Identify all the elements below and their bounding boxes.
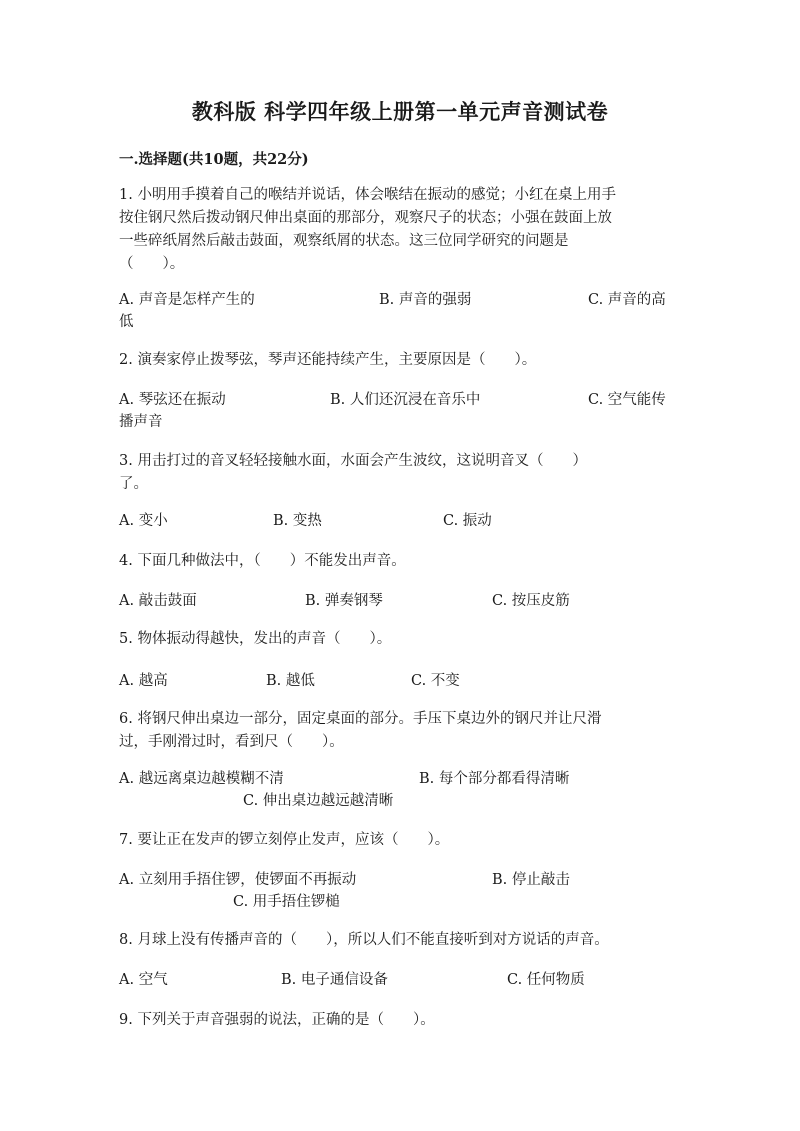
option-c-continued: 低 [119, 314, 134, 330]
option-a: A. 立刻用手捂住锣，使锣面不再振动 [119, 872, 357, 888]
option-a: A. 琴弦还在振动 [119, 392, 226, 408]
question-9 [119, 1009, 671, 1032]
option-c: C. 声音的高 [588, 292, 666, 308]
question-text: 2. 演奏家停止拨琴弦，琴声还能持续产生，主要原因是（ ）。 [119, 352, 537, 368]
option-b: B. 声音的强弱 [379, 292, 472, 308]
option-c: C. 伸出桌边越远越清晰 [243, 793, 394, 809]
question-6 [119, 708, 671, 754]
question-2 [119, 349, 671, 372]
question-text: 6. 将钢尺伸出桌边一部分，固定桌面的部分。手压下桌边外的钢尺并让尺滑 [119, 711, 602, 727]
option-b: B. 弹奏钢琴 [305, 593, 383, 609]
option-a: A. 空气 [119, 972, 168, 988]
section-heading: 一.选择题(共10题，共22分) [119, 151, 309, 168]
option-c: C. 按压皮筋 [492, 593, 570, 609]
option-a: A. 变小 [119, 513, 168, 529]
question-7 [119, 829, 671, 852]
option-b: B. 变热 [273, 513, 322, 529]
question-text: 一些碎纸屑然后敲击鼓面，观察纸屑的状态。这三位同学研究的问题是 [119, 233, 569, 249]
question-5-options [119, 670, 671, 692]
question-3-options [119, 510, 671, 532]
question-1 [119, 184, 671, 276]
option-a: A. 敲击鼓面 [119, 593, 197, 609]
question-text: 7. 要让正在发声的锣立刻停止发声，应该（ ）。 [119, 832, 450, 848]
question-6-options [119, 768, 671, 790]
option-a: A. 声音是怎样产生的 [119, 292, 255, 308]
option-b: B. 越低 [266, 673, 315, 689]
question-text: 了。 [119, 476, 148, 492]
question-text: 8. 月球上没有传播声音的（ ），所以人们不能直接听到对方说话的声音。 [119, 932, 609, 948]
question-1-options [119, 289, 671, 311]
question-5 [119, 628, 671, 651]
question-4-options [119, 590, 671, 612]
question-text: （ ）。 [119, 256, 185, 272]
question-8-options [119, 969, 671, 991]
option-c-continued: 播声音 [119, 414, 163, 430]
option-c: C. 空气能传 [588, 392, 666, 408]
question-8 [119, 929, 671, 952]
option-a: A. 越高 [119, 673, 168, 689]
question-text: 9. 下列关于声音强弱的说法，正确的是（ ）。 [119, 1012, 435, 1028]
option-c: C. 用手捂住锣槌 [233, 894, 340, 910]
option-b: B. 人们还沉浸在音乐中 [330, 392, 481, 408]
question-text: 3. 用击打过的音叉轻轻接触水面，水面会产生波纹，这说明音叉（ ） [119, 453, 587, 469]
question-2-options [119, 389, 671, 411]
question-3 [119, 450, 671, 496]
question-text: 1. 小明用手摸着自己的喉结并说话，体会喉结在振动的感觉；小红在桌上用手 [119, 187, 616, 203]
question-4 [119, 550, 671, 573]
question-text: 4. 下面几种做法中，（ ）不能发出声音。 [119, 553, 406, 569]
option-b: B. 停止敲击 [492, 872, 570, 888]
question-7-options [119, 869, 671, 891]
option-b: B. 每个部分都看得清晰 [419, 771, 570, 787]
question-text: 过，手刚滑过时，看到尺（ ）。 [119, 734, 344, 750]
option-c: C. 任何物质 [507, 972, 585, 988]
option-c: C. 不变 [411, 673, 460, 689]
option-c: C. 振动 [443, 513, 492, 529]
option-a: A. 越远离桌边越模糊不清 [119, 771, 284, 787]
question-text: 按住钢尺然后拨动钢尺伸出桌面的那部分，观察尺子的状态；小强在鼓面上放 [119, 210, 612, 226]
option-b: B. 电子通信设备 [281, 972, 388, 988]
exam-title: 教科版 科学四年级上册第一单元声音测试卷 [191, 99, 609, 124]
question-text: 5. 物体振动得越快，发出的声音（ ）。 [119, 631, 392, 647]
